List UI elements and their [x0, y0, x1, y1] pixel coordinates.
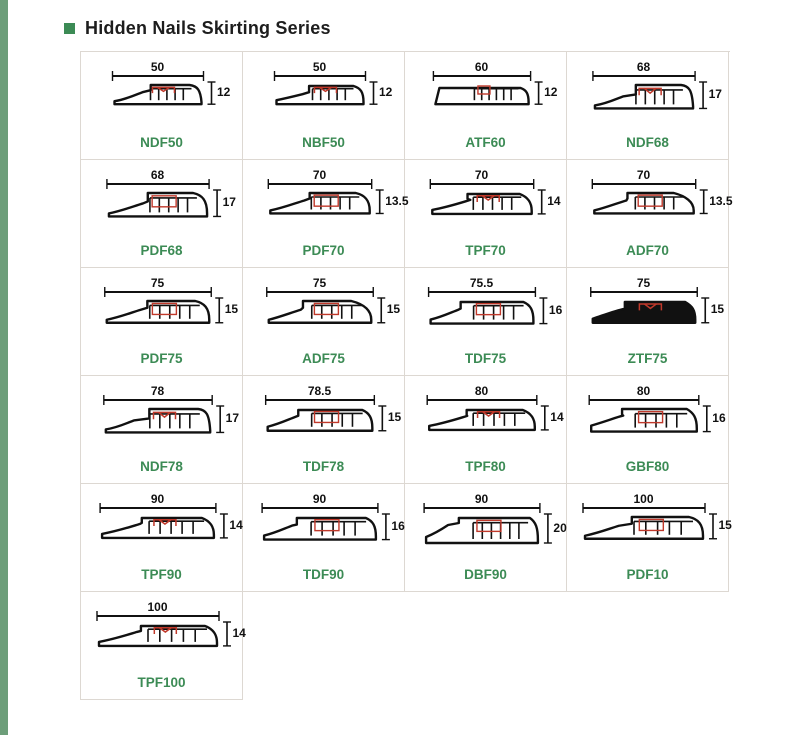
product-cell[interactable] — [405, 268, 567, 376]
profile-drawing — [87, 596, 246, 670]
product-code: PDF75 — [140, 351, 183, 366]
product-cell[interactable] — [81, 592, 246, 700]
product-cell[interactable] — [405, 484, 567, 592]
height-label: 16 — [391, 518, 405, 533]
profile-shape — [426, 518, 538, 543]
profile-shape — [592, 302, 695, 323]
product-cell[interactable] — [81, 484, 243, 592]
width-label: 90 — [150, 492, 165, 506]
profile-drawing — [573, 488, 732, 562]
height-label: 16 — [548, 302, 563, 317]
profile-shape — [270, 193, 369, 213]
product-code: TPF100 — [137, 675, 186, 690]
product-cell[interactable] — [81, 52, 243, 160]
width-label: 80 — [636, 384, 651, 398]
width-label: 50 — [150, 60, 165, 74]
product-code: PDF68 — [140, 243, 183, 258]
product-cell[interactable] — [243, 484, 405, 592]
page-title — [34, 0, 800, 51]
profile-drawing — [411, 164, 561, 238]
product-grid — [80, 51, 733, 700]
height-dimension-line — [377, 298, 385, 323]
profile-shape — [108, 193, 206, 216]
profile-shape — [102, 518, 214, 538]
height-dimension-line — [369, 82, 377, 104]
height-label: 12 — [379, 85, 393, 100]
product-code: ZTF75 — [627, 351, 668, 366]
profile-drawing — [249, 56, 399, 130]
width-label: 75 — [636, 276, 651, 290]
width-label: 50 — [312, 60, 327, 74]
product-code: ATF60 — [465, 135, 506, 150]
bullet-square-icon — [64, 23, 75, 34]
profile-shape — [276, 86, 363, 104]
width-label: 80 — [474, 384, 489, 398]
width-label: 75 — [312, 276, 327, 290]
height-label: 17 — [222, 195, 236, 210]
profile-drawing — [87, 380, 240, 454]
height-label: 15 — [224, 302, 239, 317]
profile-drawing — [411, 488, 567, 562]
profile-shape — [591, 409, 697, 432]
profile-shape — [268, 301, 371, 323]
profile-drawing — [411, 56, 561, 130]
profile-drawing — [573, 164, 733, 238]
profile-drawing — [249, 272, 399, 346]
height-label: 17 — [225, 411, 240, 426]
height-label: 14 — [232, 625, 246, 640]
height-label: 14 — [229, 517, 243, 532]
profile-shape — [585, 517, 703, 539]
profile-drawing — [411, 272, 561, 346]
profile-shape — [429, 410, 535, 430]
product-cell[interactable] — [567, 268, 729, 376]
height-dimension-line — [223, 622, 231, 646]
width-label: 90 — [474, 492, 489, 506]
profile-drawing — [573, 56, 723, 130]
height-dimension-line — [213, 190, 221, 216]
height-label: 15 — [387, 410, 402, 425]
profile-shape — [105, 409, 209, 432]
height-dimension-line — [699, 82, 707, 108]
product-code: NDF50 — [140, 135, 183, 150]
height-label: 15 — [710, 302, 725, 317]
profile-shape — [435, 86, 528, 104]
width-label: 68 — [636, 60, 651, 74]
height-dimension-line — [699, 190, 707, 213]
left-accent-bar — [0, 0, 34, 735]
product-code: TPF80 — [465, 459, 506, 474]
profile-shape — [432, 194, 531, 214]
height-dimension-line — [537, 190, 545, 214]
product-cell[interactable] — [405, 376, 567, 484]
product-code: PDF70 — [302, 243, 345, 258]
height-label: 12 — [217, 85, 231, 100]
product-cell[interactable] — [405, 160, 567, 268]
product-code: TPF90 — [141, 567, 182, 582]
height-dimension-line — [543, 514, 551, 543]
product-code: PDF10 — [626, 567, 669, 582]
profile-shape — [106, 301, 209, 323]
profile-drawing — [87, 164, 237, 238]
product-cell[interactable] — [243, 160, 409, 268]
height-dimension-line — [375, 190, 383, 213]
page-title-text: Hidden Nails Skirting Series — [85, 18, 331, 38]
height-label: 13.5 — [385, 193, 409, 208]
height-dimension-line — [539, 298, 547, 324]
product-cell[interactable] — [567, 376, 729, 484]
product-cell[interactable] — [81, 268, 243, 376]
height-dimension-line — [207, 82, 215, 104]
height-dimension-line — [540, 406, 548, 430]
width-label: 70 — [474, 168, 489, 182]
width-label: 90 — [312, 492, 327, 506]
product-code: ADF75 — [302, 351, 345, 366]
product-cell[interactable] — [81, 160, 243, 268]
height-dimension-line — [701, 298, 709, 323]
profile-drawing — [87, 488, 243, 562]
profile-shape — [430, 302, 533, 324]
width-label: 100 — [633, 492, 654, 506]
product-cell[interactable] — [567, 484, 732, 592]
height-dimension-line — [381, 514, 389, 540]
product-cell[interactable] — [567, 52, 729, 160]
profile-drawing — [411, 380, 564, 454]
height-dimension-line — [378, 406, 386, 431]
profile-shape — [594, 85, 692, 108]
product-cell[interactable] — [243, 376, 405, 484]
product-code: TDF90 — [302, 567, 345, 582]
product-code: ADF70 — [626, 243, 669, 258]
product-cell[interactable] — [243, 52, 405, 160]
height-label: 14 — [550, 409, 564, 424]
height-dimension-line — [216, 406, 224, 432]
product-cell[interactable] — [243, 268, 405, 376]
product-code: TPF70 — [465, 243, 506, 258]
width-label: 60 — [474, 60, 489, 74]
profile-shape — [267, 410, 372, 431]
profile-drawing — [249, 488, 405, 562]
product-code: DBF90 — [464, 567, 507, 582]
width-label: 70 — [636, 168, 651, 182]
product-code: NDF68 — [626, 135, 669, 150]
width-label: 78 — [150, 384, 165, 398]
product-code: TDF78 — [302, 459, 345, 474]
height-label: 15 — [386, 302, 401, 317]
height-dimension-line — [219, 514, 227, 538]
content — [34, 0, 800, 735]
profile-shape — [594, 193, 693, 213]
profile-drawing — [87, 56, 237, 130]
product-cell[interactable] — [81, 376, 243, 484]
product-cell[interactable] — [567, 160, 733, 268]
width-label: 70 — [312, 168, 327, 182]
profile-shape — [99, 626, 217, 646]
height-label: 15 — [718, 518, 732, 533]
product-code: NBF50 — [302, 135, 345, 150]
height-label: 17 — [708, 87, 722, 102]
height-label: 14 — [547, 193, 561, 208]
profile-drawing — [87, 272, 237, 346]
width-label: 78.5 — [307, 384, 332, 398]
product-code: TDF75 — [464, 351, 507, 366]
product-code: GBF80 — [625, 459, 670, 474]
profile-shape — [114, 85, 201, 104]
height-label: 16 — [712, 410, 726, 425]
height-label: 13.5 — [709, 193, 733, 208]
width-label: 75 — [150, 276, 165, 290]
profile-drawing — [249, 164, 409, 238]
width-label: 100 — [147, 600, 168, 614]
profile-drawing — [249, 380, 402, 454]
product-cell[interactable] — [405, 52, 567, 160]
left-accent-bar-inner — [8, 0, 34, 735]
profile-drawing — [573, 380, 726, 454]
width-label: 75.5 — [469, 276, 494, 290]
profile-drawing — [573, 272, 723, 346]
width-label: 68 — [150, 168, 165, 182]
height-dimension-line — [215, 298, 223, 323]
height-label: 20 — [553, 520, 567, 535]
profile-shape — [264, 518, 376, 540]
product-code: NDF78 — [140, 459, 183, 474]
height-label: 12 — [544, 85, 558, 100]
height-dimension-line — [702, 406, 710, 432]
height-dimension-line — [534, 82, 542, 104]
height-dimension-line — [709, 514, 717, 539]
